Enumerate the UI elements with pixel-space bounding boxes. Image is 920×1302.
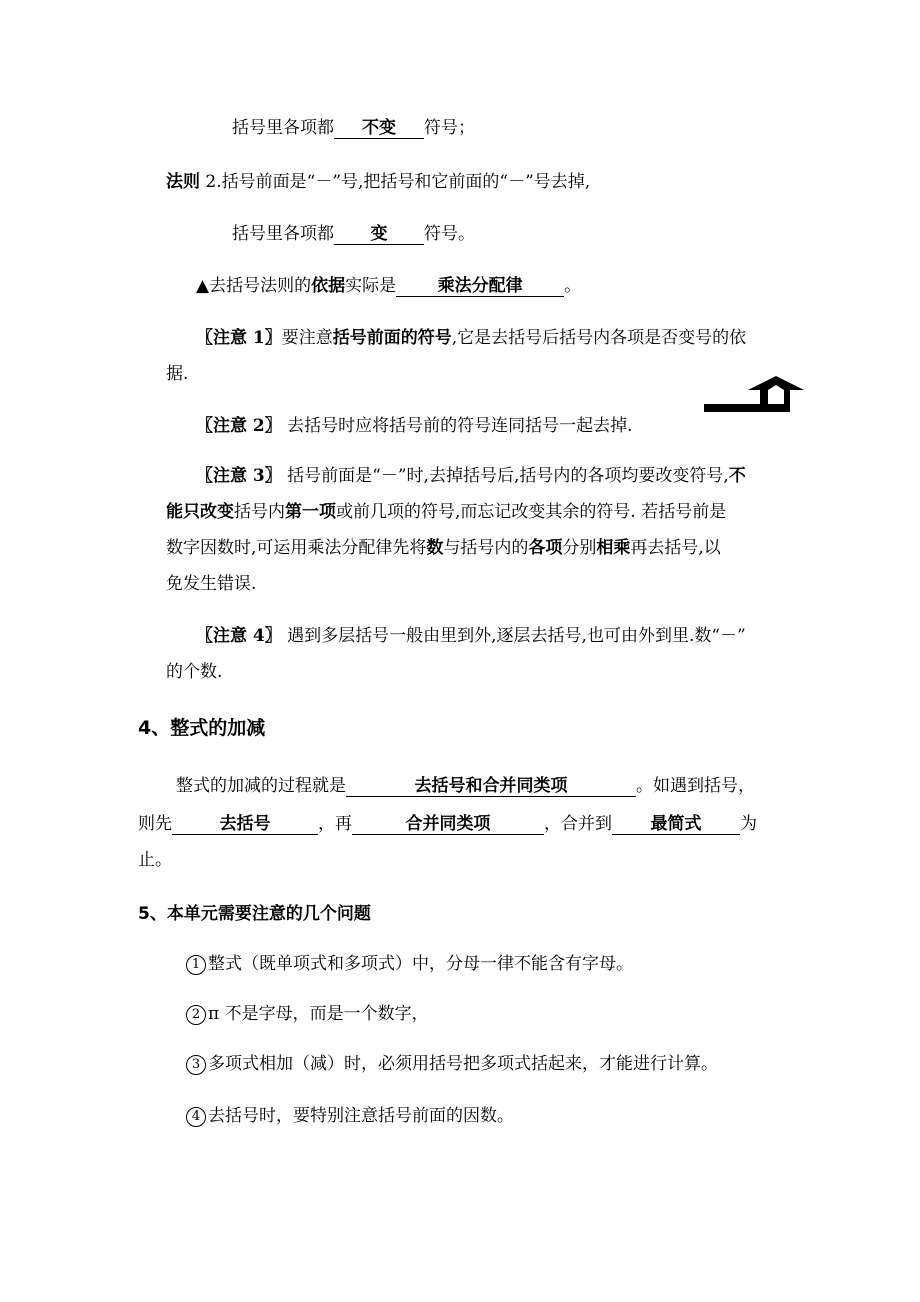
section5-title: 5、本单元需要注意的几个问题 (138, 904, 371, 924)
rule1-suffix: 符号； (424, 118, 475, 138)
note3-line3-bold2: 各项 (528, 538, 563, 558)
note3-line3-text3: 分别 (562, 538, 597, 558)
note1-text2: ,它是去括号后括号内各项是否变号的依 (451, 328, 747, 348)
rule2-text: 2.括号前面是“－”号,把括号和它前面的“－”号去掉, (200, 172, 591, 192)
note3-line3-text4: 再去括号,以 (630, 538, 721, 558)
sec4-text6: 为 (740, 814, 757, 834)
note3-line3-text1: 数字因数时,可运用乘法分配律先将 (166, 538, 427, 558)
rule2-blank-answer: 变 (334, 224, 424, 245)
note3-line2-bold2: 第一项 (285, 502, 336, 522)
note3-line1 (196, 464, 746, 488)
note2-text: 去括号时应将括号前的符号连同括号一起去掉. (281, 416, 633, 436)
basis-line (196, 274, 581, 298)
note3-line4: 免发生错误. (166, 574, 257, 594)
list-item (186, 952, 633, 976)
list-item (186, 1052, 718, 1076)
return-arrow-icon[interactable] (704, 374, 806, 414)
note1-bold: 括号前面的符号 (332, 328, 452, 348)
sec4-text3: 则先 (138, 814, 172, 834)
note3-line2 (166, 500, 726, 524)
note4-label: 〖注意 4〗 (196, 626, 282, 646)
note1-line2: 据. (166, 364, 189, 384)
sec4-line2 (138, 812, 757, 836)
note1-text1: 要注意 (281, 328, 333, 348)
note3-line3-bold3: 相乘 (596, 538, 631, 558)
sec4-text1: 整式的加减的过程就是 (176, 776, 346, 796)
note4-text: 遇到多层括号一般由里到外,逐层去括号,也可由外到里.数“－” (281, 626, 746, 646)
note3-line3-bold1: 数 (426, 538, 444, 558)
basis-prefix: ▲去括号法则的 (196, 276, 312, 296)
sec4-blank-until: 最简式 (612, 814, 740, 835)
list-item-text: π 不是字母，而是一个数字， (208, 1004, 429, 1024)
list-item-text: 去括号时，要特别注意括号前面的因数。 (208, 1106, 514, 1126)
circled-number-3: 3 (186, 1055, 206, 1075)
sec4-text4: ，再 (318, 814, 352, 834)
note4-line1 (196, 624, 746, 648)
sec4-line3: 止。 (138, 850, 172, 870)
rule2-suffix: 符号。 (424, 224, 475, 244)
rule2-label: 法则 (166, 172, 200, 192)
list-item (186, 1104, 514, 1128)
note3-line2-bold1: 能只改变 (166, 502, 234, 522)
note3-line3 (166, 536, 721, 560)
sec4-blank-first: 去括号 (172, 814, 318, 835)
sec4-blank-process: 去括号和合并同类项 (346, 776, 636, 797)
note2-label: 〖注意 2〗 (196, 416, 282, 436)
sec4-text2: 。如遇到括号， (636, 776, 755, 796)
note3-text1: 括号前面是“－”时,去掉括号后,括号内的各项均要改变符号, (281, 466, 729, 486)
rule1-prefix: 括号里各项都 (232, 118, 334, 138)
sec4-blank-then: 合并同类项 (352, 814, 544, 835)
list-item-text: 多项式相加（减）时，必须用括号把多项式括起来，才能进行计算。 (208, 1054, 718, 1074)
note3-line3-text2: 与括号内的 (443, 538, 529, 558)
basis-mid: 实际是 (345, 276, 397, 296)
basis-suffix: 。 (564, 276, 582, 296)
sec4-text5: ，合并到 (544, 814, 612, 834)
list-item (186, 1002, 429, 1026)
note1-line1 (196, 326, 746, 350)
sec4-line1 (176, 774, 755, 798)
note3-line2-text1: 括号内 (234, 502, 285, 522)
circled-number-4: 4 (186, 1107, 206, 1127)
circled-number-1: 1 (186, 955, 206, 975)
rule2-line1 (166, 170, 590, 194)
basis-blank-answer: 乘法分配律 (396, 276, 564, 297)
note3-line2-text2: 或前几项的符号,而忘记改变其余的符号. 若括号前是 (336, 502, 727, 522)
note3-label: 〖注意 3〗 (196, 466, 282, 486)
note4-line2: 的个数. (166, 662, 223, 682)
note3-bold1: 不 (728, 466, 746, 486)
list-item-text: 整式（既单项式和多项式）中，分母一律不能含有字母。 (208, 954, 633, 974)
rule1-blank-answer: 不变 (334, 118, 424, 139)
rule2-prefix: 括号里各项都 (232, 224, 334, 244)
note2-line (196, 414, 633, 438)
rule1-line2 (232, 116, 475, 140)
circled-number-2: 2 (186, 1005, 206, 1025)
rule2-line2 (232, 222, 475, 246)
section4-title: 4、整式的加减 (138, 717, 266, 739)
basis-bold: 依据 (311, 276, 346, 296)
note1-label: 〖注意 1〗 (196, 328, 282, 348)
